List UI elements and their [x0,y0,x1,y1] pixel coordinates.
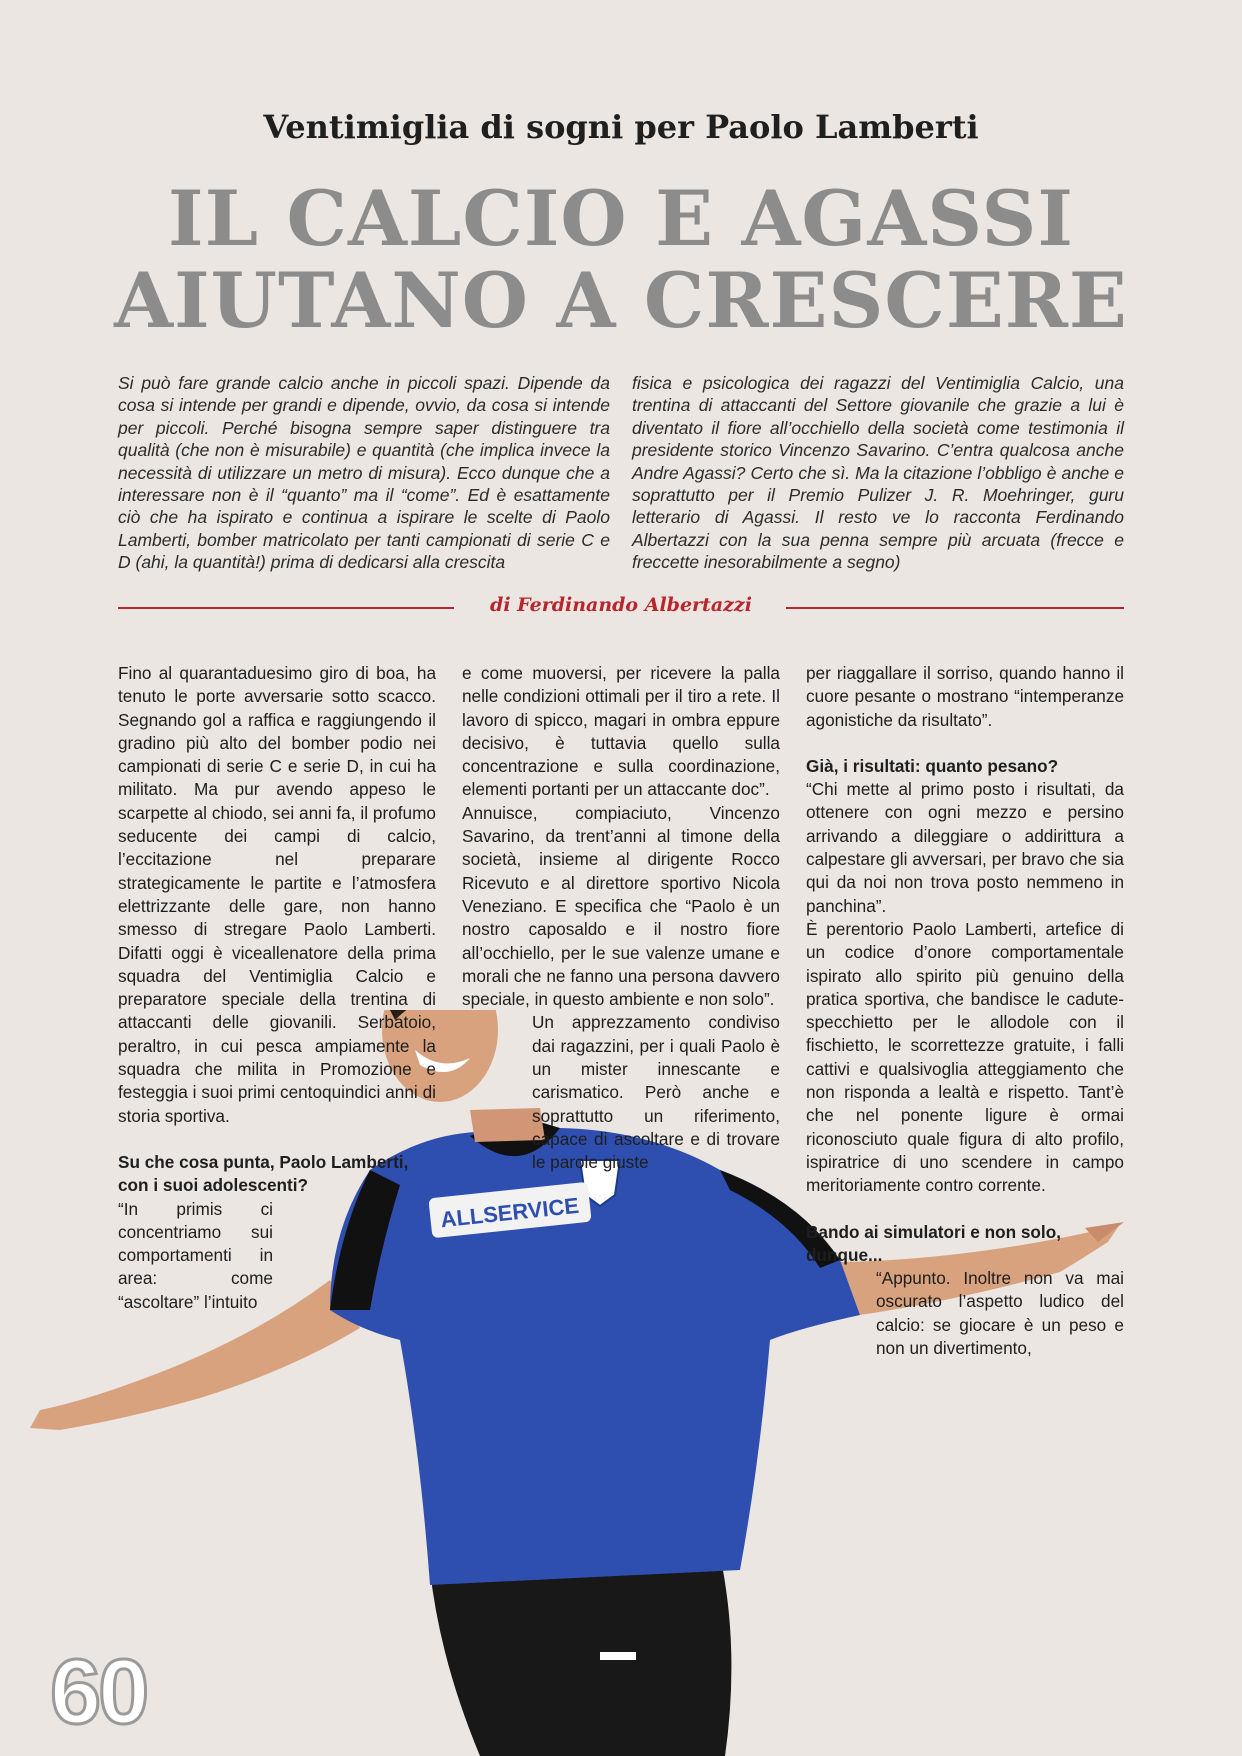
headline-line-2: AIUTANO A CRESCERE [114,256,1128,345]
headline-line-1: IL CALCIO E AGASSI [168,174,1074,263]
col3-paragraph-1: per riaggallare il sorriso, quando hanno il cuore pesante o mostrano “intemperanze agonistiche da risultato”. [806,663,1124,730]
article-kicker: Ventimiglia di sogni per Paolo Lamberti [263,108,979,146]
col3-paragraph-3: È perentorio Paolo Lamberti, artefice di un codice d’onore comportamentale ispirato allo spirito più genuino della pratica sportiva, che bandisce le cadute-specchietto per le allodole con il fischietto, le scorrettezze gratuite, i falli cattivi e qualsivoglia atteggiamento che non risponda a lealtà e rispetto. Tant’è che nel ponente ligure è ormai riconosciuto quale figura di alto profilo, ispiratrice di uno scendere in campo meritoriamente contro corrente. [806,918,1124,1196]
col2-paragraph-1: e come muoversi, per ricevere la palla nelle condizioni ottimali per il tiro a rete. Il lavoro di spicco, magari in ombra eppure decisivo, è tuttavia quello sulla concentrazione e sulla coordinazione, elementi portanti per un attaccante doc”. [462,663,780,800]
col2-paragraph-3: Un apprezzamento condiviso dai ragazzini, per i quali Paolo è un mister innescante e carismatico. Però anche e soprattutto un riferimento, capace di ascoltare e di trovare le parole giuste [532,1012,780,1173]
col1-question: Su che cosa punta, Paolo Lamberti, con i suoi adolescenti? [118,1151,409,1196]
article-column-2 [462,662,780,1175]
article-column-1 [118,662,436,1314]
intro-right: fisica e psicologica dei ragazzi del Ventimiglia Calcio, una trentina di attaccanti del Settore giovanile che grazie a lui è diventato il fiore all’occhiello della società come testimonia il presidente storico Vincenzo Savarino. C’entra qualcosa anche Andre Agassi? Certo che sì. Ma la citazione l’obbligo è anche e soprattutto per il Premio Pulizer J. R. Moehringer, guru letterario di Agassi. Il resto ve lo racconta Ferdinando Albertazzi con la sua penna sempre più arcuata (frecce e freccette inesorabilmente a segno) [632,373,1124,573]
article-column-3 [806,662,1124,1360]
col3-paragraph-4: “Appunto. Inoltre non va mai oscurato l’aspetto ludico del calcio: se giocare è un peso e non un divertimento, [876,1268,1124,1359]
byline: di Ferdinando Albertazzi [490,594,752,616]
col1-paragraph-2: “In primis ci concentriamo sui comportamenti in area: come “ascoltare” l’intuito [118,1198,273,1312]
col3-question-2: Bando ai simulatori e non solo, dunque... [806,1221,1061,1265]
col3-paragraph-2: “Chi mette al primo posto i risultati, da ottenere con ogni mezzo e persino arrivando a dileggiare o addirittura a calpestare gli avversari, per bravo che sia qui da noi non trova posto nemmeno in panchina”. [806,779,1124,916]
intro-left: Si può fare grande calcio anche in piccoli spazi. Dipende da cosa si intende per grandi e dipende, ovvio, da cosa si intende per piccoli. Perché bisogna sempre saper distinguere tra qualità (che non è misurabile) e quantità (che implica invece la necessità di utilizzare un metro di misura). Ecco dunque che a interessare non è il “quanto” ma il “come”. Ed è esattamente ciò che ha ispirato e continua a ispirare le scelte di Paolo Lamberti, bomber matricolato per tanti campionati di serie C e D (ahi, la quantità!) prima di dedicarsi alla crescita [118,373,610,573]
article-headline [0,174,1242,345]
sponsor-text: ALLSERVICE [439,1192,581,1233]
col2-paragraph-2: Annuisce, compiaciuto, Vincenzo Savarino, da trent’anni al timone della società, insieme al dirigente Rocco Ricevuto e al direttore sportivo Nicola Veneziano. E specifica che “Paolo è un nostro caposaldo e il nostro fiore all’occhiello, per le sue valenze umane e morali che ne fanno una persona davvero speciale, in questo ambiente e non solo”. [462,802,780,1010]
page-number: 60 [50,1641,147,1743]
col3-question-1: Già, i risultati: quanto pesano? [806,755,1059,776]
byline-bar [118,594,1124,620]
col1-paragraph-1: Fino al quarantaduesimo giro di boa, ha tenuto le porte avversarie sotto scacco. Segnando gol a raffica e raggiungendo il gradino più alto del bomber podio nei campionati di serie C e serie D, in cui ha militato. Ma pur avendo appeso le scarpette al chiodo, sei anni fa, il profumo seducente dei campi di calcio, l’eccitazione nel preparare strategicamente le partite e l’atmosfera elettrizzante delle gare, non hanno smesso di stregare Paolo Lamberti. Difatti oggi è viceallenatore della prima squadra del Ventimiglia Calcio e preparatore speciale della trentina di attaccanti delle giovanili. Serbatoio, peraltro, in cui pesca ampiamente la squadra che milita in Promozione e festeggia i suoi primi centoquindici anni di storia sportiva. [118,663,436,1126]
